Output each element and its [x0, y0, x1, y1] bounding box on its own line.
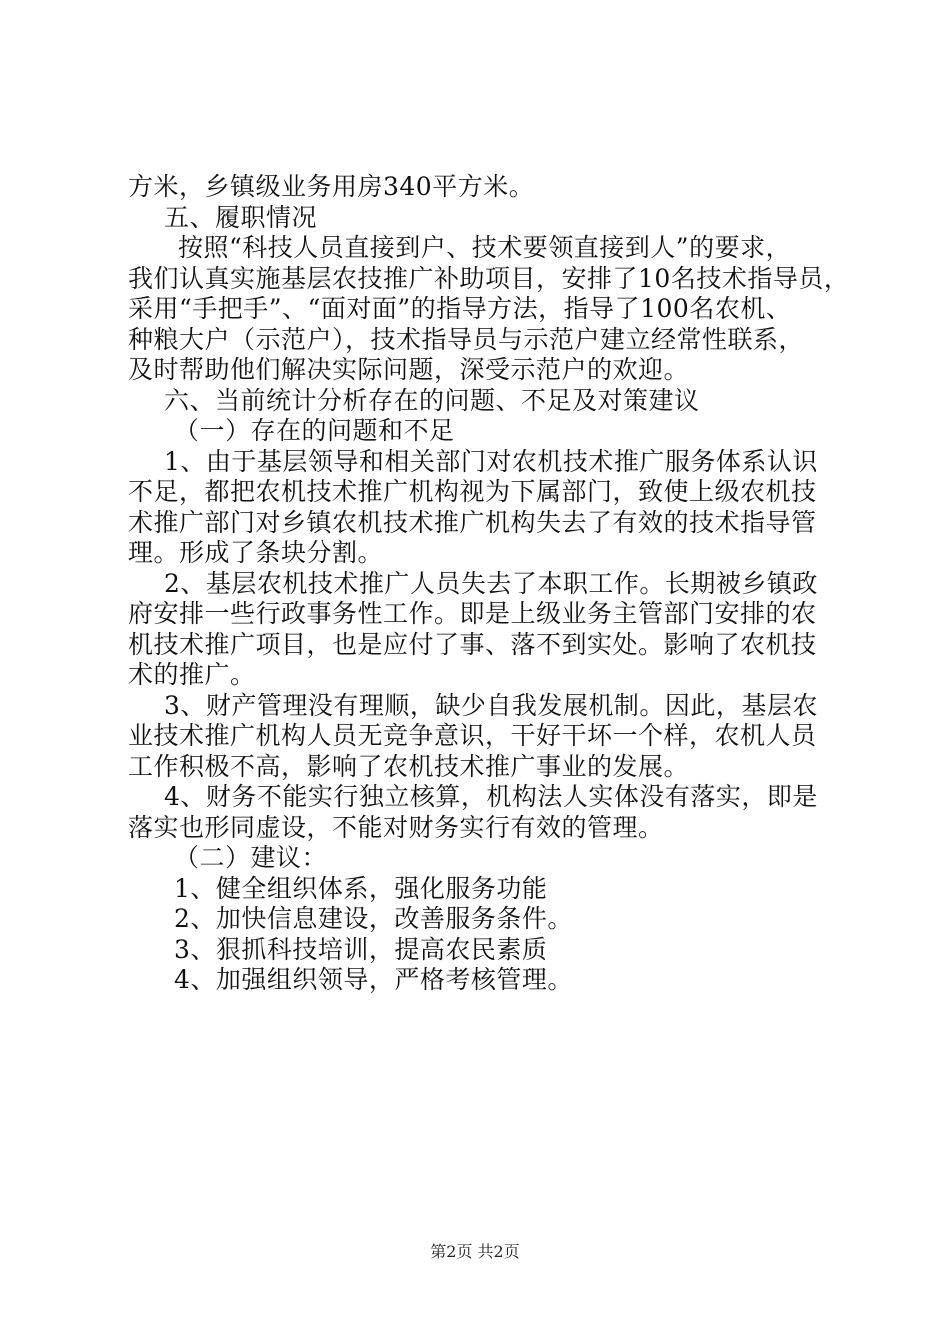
- body-line: 种粮大户（示范户），技术指导员与示范户建立经常性联系，: [128, 324, 805, 354]
- subsection-heading: （一）存在的问题和不足: [174, 416, 455, 445]
- body-line: 工作积极不高，影响了农机技术推广事业的发展。: [128, 751, 690, 781]
- body-line: 3、财产管理没有理顺，缺少自我发展机制。因此，基层农: [164, 690, 818, 720]
- body-line: 术推广部门对乡镇农机技术推广机构失去了有效的技术指导管: [128, 507, 817, 537]
- page-number-footer: 第2页 共2页: [430, 1242, 520, 1261]
- body-line: 业技术推广机构人员无竞争意识，干好干坏一个样，农机人员: [128, 721, 817, 750]
- body-line: 落实也形同虚设，不能对财务实行有效的管理。: [128, 812, 664, 842]
- body-line: 机技术推广项目，也是应付了事、落不到实处。影响了农机技: [128, 629, 817, 659]
- subsection-heading: （二）建议：: [174, 843, 328, 872]
- body-line: 及时帮助他们解决实际问题，深受示范户的欢迎。: [128, 355, 690, 384]
- body-line: 术的推广。: [128, 660, 256, 689]
- list-item: 2、加快信息建设，改善服务条件。: [174, 904, 573, 933]
- list-item: 4、加强组织领导，严格考核管理。: [174, 965, 573, 994]
- section-heading: 五、履职情况: [164, 202, 318, 232]
- section-heading: 六、当前统计分析存在的问题、不足及对策建议: [164, 385, 700, 415]
- body-line: 按照“科技人员直接到户、技术要领直接到人”的要求，: [178, 233, 792, 262]
- list-item: 1、健全组织体系，强化服务功能: [174, 873, 548, 903]
- document-body: [128, 172, 850, 996]
- body-line: 理。形成了条块分割。: [128, 538, 384, 567]
- body-line: 不足，都把农机技术推广机构视为下属部门，致使上级农机技: [128, 477, 817, 506]
- body-line: 采用“手把手”、“面对面”的指导方法，指导了100名农机、: [128, 294, 792, 323]
- body-line: 方米，乡镇级业务用房340平方米。: [128, 172, 535, 201]
- body-line: 府安排一些行政事务性工作。即是上级业务主管部门安排的农: [128, 599, 817, 628]
- body-line: 我们认真实施基层农技推广补助项目，安排了10名技术指导员，: [128, 263, 850, 293]
- body-line: 4、财务不能实行独立核算，机构法人实体没有落实，即是: [164, 782, 818, 811]
- list-item: 3、狠抓科技培训，提高农民素质: [174, 934, 548, 964]
- body-line: 1、由于基层领导和相关部门对农机技术推广服务体系认识: [164, 446, 818, 476]
- body-line: 2、基层农机技术推广人员失去了本职工作。长期被乡镇政: [164, 568, 818, 598]
